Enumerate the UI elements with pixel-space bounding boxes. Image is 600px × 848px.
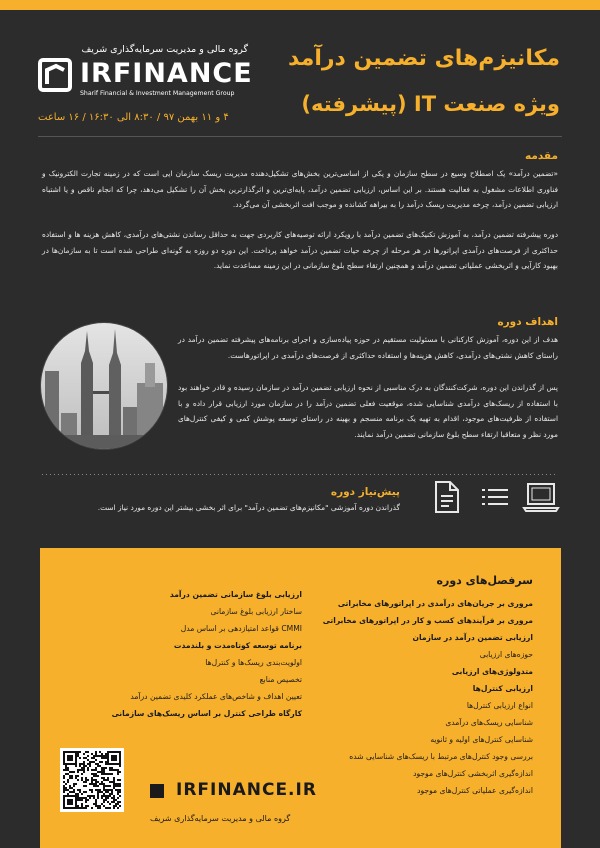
right-item: حوزه‌های ارزیابی [479,650,533,659]
syllabus-heading: سرفصل‌های دوره [436,574,533,587]
dotted-divider [42,474,558,475]
prereq-icons [432,476,562,516]
skyline-illustration [41,323,167,449]
laptop-icon [524,484,558,511]
footer-tagline: گروه مالی و مدیریت سرمایه‌گذاری شریف [150,814,291,823]
left-item: CMMI قواعد امتیازدهی بر اساس مدل [180,624,302,633]
brand-logo[interactable] [38,44,253,114]
goals-paragraph-2: پس از گذراندن این دوره، شرکت‌کنندگان به درک مناسبی از نحوه ارزیابی تضمین درآمد در سازمان رسیده و قادر خواهند بود با استفاده از ریسک‌های درآمدی شناسایی شده، موقعیت فعلی تضمین درآمد را در سازمان مورد ارزیابی قرار داده و با استفاده از ظرفیت‌های موجود، اقدام به تهیه یک برنامه منسجم و بهینه در راستای توسعه پوشش کمی و کیفی کنترل‌های مورد نظر و متعاقبا ارتقاء سطح بلوغ سازمانی تضمین درآمد نمایند. [178,383,558,439]
left-item: تعیین اهداف و شاخص‌های عملکرد کلیدی تضمین درآمد [130,692,302,701]
brand-tagline: گروه مالی و مدیریت سرمایه‌گذاری شریف [81,44,248,55]
qr-code[interactable] [60,748,124,812]
course-dates: ۴ و ۱۱ بهمن ۹۷ / ۸:۳۰ الی ۱۶:۳۰ / ۱۶ ساعت [38,112,229,123]
list-icon [482,490,508,504]
course-title-line1: مکانیزم‌های تضمین درآمد [287,46,560,71]
course-title-line2: ویژه صنعت IT (پیشرفته) [301,92,560,116]
left-item: کارگاه طراحی کنترل بر اساس ریسک‌های سازمانی [111,709,302,718]
qr-code-icon [63,751,121,809]
right-item: مروری بر فرآیندهای کسب و کار در اپراتورهای مخابراتی [322,616,533,625]
prereq-text: گذراندن دوره آموزشی "مکانیزم‌های تضمین درآمد" برای اثر بخشی بیشتر این دوره مورد نیاز است. [97,503,400,512]
left-item: ارزیابی بلوغ سازمانی تضمین درآمد [169,590,302,599]
brand-wordmark: IRFINANCE [80,58,253,89]
document-icon [436,482,458,512]
right-item: اندازه‌گیری عملیاتی کنترل‌های موجود [417,786,533,795]
top-accent-bar [0,0,600,10]
right-item: مروری بر جریان‌های درآمدی در اپراتورهای مخابراتی [337,599,533,608]
right-item: شناسایی کنترل‌های اولیه و ثانویه [430,735,533,744]
divider [38,136,562,137]
right-item: ارزیابی تضمین درآمد در سازمان [412,633,533,642]
syllabus-right-column [293,574,533,799]
goals-heading: اهداف دوره [497,316,558,328]
intro-heading: مقدمه [525,150,558,162]
logo-mark-icon [38,58,72,92]
right-item: انواع ارزیابی کنترل‌ها [466,701,533,710]
right-item: شناسایی ریسک‌های درآمدی [445,718,533,727]
syllabus-panel [40,548,561,848]
right-item: ارزیابی کنترل‌ها [472,684,533,693]
website-link[interactable]: IRFINANCE.IR [176,780,317,800]
left-item: تخصیص منابع [259,675,302,684]
right-item: اندازه‌گیری اثربخشی کنترل‌های موجود [413,769,533,778]
left-item: اولویت‌بندی ریسک‌ها و کنترل‌ها [205,658,302,667]
brand-subtitle: Sharif Financial & Investment Management Group [80,90,235,97]
syllabus-left-column [66,586,302,722]
prereq-heading: پیش‌نیاز دوره [330,486,400,498]
site-bullet [150,784,164,798]
right-item: متدولوژی‌های ارزیابی [451,667,533,676]
intro-paragraph-2: دوره پیشرفته تضمین درآمد، به آموزش تکنیک‌های تضمین درآمد با رویکرد ارائه توصیه‌های کاربردی جهت به حداقل رساندن نشتی‌های درآمدی، کاهش هزینه ها و استفاده حداکثری از فرصت‌های درآمدی اپراتورها در هر مرحله از چرخه حیات تضمین درآمد خواهد پرداخت. این دوره دو روزه به گونه‌ای طراحی شده است تا به سازمان‌ها در بهبود کارآیی و اثربخشی عملیاتی تضمین درآمد و همچنین ارتقاء سطح بلوغ سازمانی در این زمینه مساعدت نماید. [42,230,558,270]
intro-paragraph-1: «تضمین درآمد» یک اصطلاح وسیع در سطح سازمان و یکی از اساسی‌ترین بخش‌های تشکیل‌دهنده مدیریت ریسک سازمان ایی است که در زمینه تجارت الکترونیک و فناوری اطلاعات مشغول به فعالیت هستند. بر این اساس، ارزیابی تضمین درآمد، پایه‌ای‌ترین و اثرگذارترین بخش آن را تشکیل می‌دهد، چرا که انجام ناقص و یا اشتباه ارزیابی تضمین درآمد، چرخه مدیریت ریسک درآمد را به بیراهه کشانده و موجب افت اثربخشی آن می‌گردد. [42,169,558,209]
left-item: ساختار ارزیابی بلوغ سازمانی [210,607,302,616]
right-item: بررسی وجود کنترل‌های مرتبط با ریسک‌های شناسایی شده [349,752,533,761]
city-skyline-photo [40,322,168,450]
goals-paragraph-1: هدف از این دوره، آموزش کارکنانی با مسئولیت مستقیم در حوزه پیاده‌سازی و اجرای برنامه‌های پیشرفته تضمین درآمد در راستای کاهش نشتی‌های درآمدی، کاهش هزینه‌ها و استفاده حداکثری از فرصت‌های درآمدی در اپراتورهاست. [178,335,558,360]
left-item: برنامه توسعه کوتاه‌مدت و بلندمدت [173,641,302,650]
